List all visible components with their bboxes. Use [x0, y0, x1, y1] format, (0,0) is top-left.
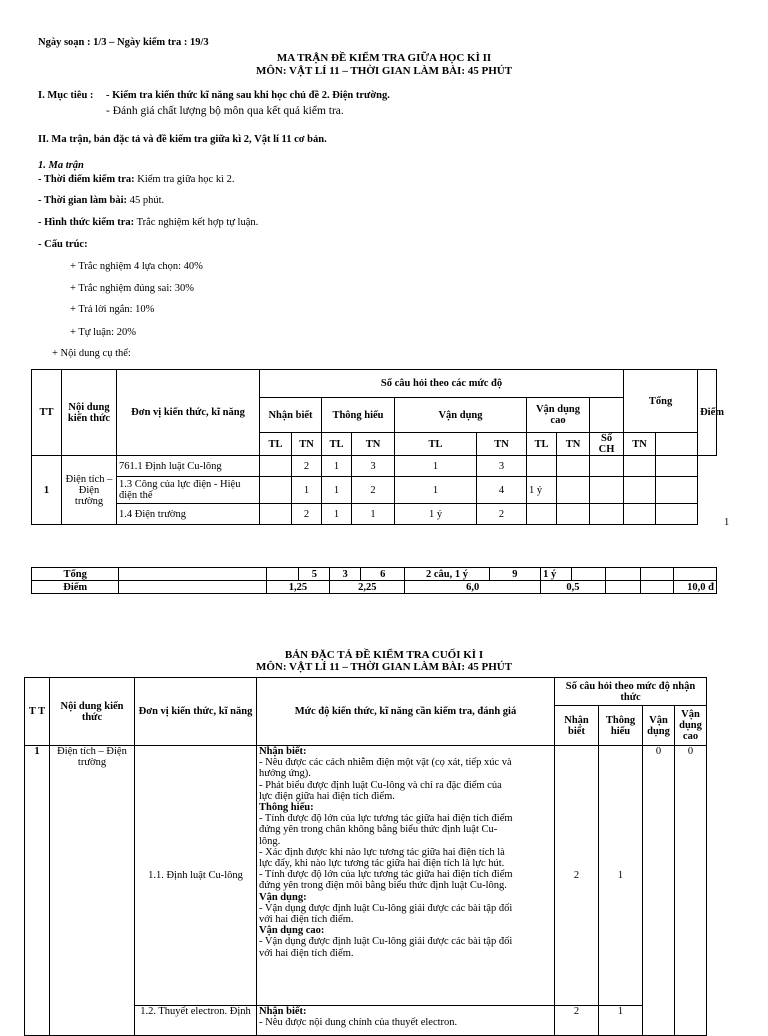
sub-tn: TN: [624, 433, 656, 456]
score-total: 10,0 đ: [673, 581, 716, 594]
cell: [673, 568, 716, 581]
score-vd: 6,0: [405, 581, 541, 594]
page-number: 1: [724, 517, 730, 528]
col-tt: TT: [32, 370, 62, 456]
cell: [640, 581, 673, 594]
structure-item: + Trắc nghiệm đúng sai: 30%: [70, 283, 195, 294]
cell: 1: [352, 504, 395, 525]
cell: [260, 504, 292, 525]
table-row: [32, 456, 717, 477]
skill-line: - Nêu được các cách nhiễm điện một vật (cọ xát, tiếp xúc và: [259, 757, 512, 769]
content-label: + Nội dung cụ thể:: [52, 348, 131, 359]
spec-unit2-th: 1: [599, 1006, 643, 1036]
cell: [605, 581, 640, 594]
table-row: [32, 477, 717, 504]
cell: [266, 568, 299, 581]
row-number: 1: [32, 456, 62, 525]
sub-tl: TL: [395, 433, 477, 456]
spec-table: [24, 677, 707, 1036]
spec-subtitle: MÔN: VẬT LÍ 11 – THỜI GIAN LÀM BÀI: 45 PHÚT: [255, 661, 513, 673]
spec-col-unit: Đơn vị kiến thức, kĩ năng: [135, 678, 257, 746]
structure-label: - Cấu trúc:: [38, 239, 88, 250]
spec-skills-electron: [257, 1006, 555, 1036]
table-row: [32, 504, 717, 525]
cell: 1: [395, 477, 477, 504]
objective-2: - Đánh giá chất lượng bộ môn qua kết quả kiểm tra.: [106, 105, 344, 117]
row-topic: Điện tích – Điện trường: [62, 456, 117, 525]
cell: 1: [322, 477, 352, 504]
sub-tl: TL: [260, 433, 292, 456]
col-understanding: Thông hiểu: [322, 398, 395, 433]
sub-tn: TN: [292, 433, 322, 456]
total-vdc-tl: 1 ý: [541, 568, 572, 581]
cell: [527, 456, 557, 477]
skill-line: - Phát biểu được định luật Cu-lông và chỉ ra đặc điểm của: [259, 779, 502, 791]
cell: [260, 456, 292, 477]
cell: [527, 504, 557, 525]
date-line: Ngày soạn : 1/3 – Ngày kiểm tra : 19/3: [38, 37, 209, 48]
exam-time-line: [38, 174, 235, 185]
cell: 1 ý: [395, 504, 477, 525]
cell: 2: [352, 477, 395, 504]
duration-label: - Thời gian làm bài:: [38, 195, 128, 206]
skill-line: lực điện giữa hai điện tích điểm.: [259, 790, 395, 802]
form-value: Trắc nghiệm kết hợp tự luận.: [134, 217, 259, 228]
spec-col-tt: T T: [25, 678, 50, 746]
spec-row: [25, 746, 707, 1006]
structure-item: + Tự luận: 20%: [70, 327, 136, 338]
skills-list: [259, 746, 552, 959]
cell: [557, 456, 590, 477]
total-vd-tl: 2 câu, 1 ý: [405, 568, 489, 581]
spec-unit1-nb: 2: [555, 746, 599, 1006]
total-nb-tn: 5: [299, 568, 330, 581]
cell: 1 ý: [527, 477, 557, 504]
duration-line: [38, 195, 164, 206]
spec-col-nb: Nhận biết: [555, 706, 599, 746]
spec-col-level: Mức độ kiến thức, kĩ năng cần kiểm tra, đánh giá: [257, 678, 555, 746]
spec-row-vdc: 0: [675, 746, 707, 1036]
spec-row-vd: 0: [643, 746, 675, 1036]
cell: [656, 477, 698, 504]
matrix-table: [31, 369, 724, 525]
col-content: Nội dung kiến thức: [62, 370, 117, 456]
skill-line: với hai điện tích điểm.: [259, 947, 354, 959]
col-total: Tổng: [624, 370, 698, 433]
sub-tn: TN: [477, 433, 527, 456]
skill-line: - Vận dụng được định luật Cu-lông giải được các bài tập đối: [259, 936, 513, 948]
unit-cell: 1.3 Công của lực điện - Hiệu điện thế: [117, 477, 260, 504]
total-row: [32, 568, 717, 581]
spec-col-vdc: Vận dụng cao: [675, 706, 707, 746]
cell: [590, 504, 624, 525]
skill-line: - Vận dụng được định luật Cu-lông giải được các bài tập đối: [259, 902, 513, 914]
spec-unit2-nb: 2: [555, 1006, 599, 1036]
cell: [656, 456, 698, 477]
skill-line: đứng yên trong chân không bằng biểu thức định luật Cu-: [259, 824, 498, 836]
sub-soch: Số CH: [590, 433, 624, 456]
cell: 1: [322, 504, 352, 525]
duration-value: 45 phút.: [127, 195, 165, 206]
sub-tl: TL: [527, 433, 557, 456]
matrix-subtitle: MÔN: VẬT LÍ 11 – THỜI GIAN LÀM BÀI: 45 PHÚT: [255, 65, 513, 77]
score-vdc: 0,5: [541, 581, 606, 594]
col-recognition: Nhận biết: [260, 398, 322, 433]
skill-level-heading: Nhận biết:: [259, 1006, 307, 1017]
spec-unit1-th: 1: [599, 746, 643, 1006]
cell: 2: [292, 456, 322, 477]
unit-cell: 761.1 Định luật Cu-lông: [117, 456, 260, 477]
cell: [119, 581, 266, 594]
col-levels: Số câu hỏi theo các mức độ: [260, 370, 624, 398]
exam-time-label: - Thời điểm kiểm tra:: [38, 174, 135, 185]
total-label: Tổng: [32, 568, 119, 581]
skills-list: [259, 1006, 552, 1028]
cell: 3: [477, 456, 527, 477]
skill-line: - Nêu được nội dung chính của thuyết electron.: [259, 1017, 458, 1029]
score-nb: 1,25: [266, 581, 330, 594]
structure-item: + Trắc nghiệm 4 lựa chọn: 40%: [70, 261, 203, 272]
skill-level-heading: Nhận biết:: [259, 746, 307, 757]
cell: [590, 477, 624, 504]
skill-level-heading: Vận dụng cao:: [259, 925, 325, 937]
spec-skills-coulomb: [257, 746, 555, 1006]
skill-line: với hai điện tích điểm.: [259, 914, 354, 926]
spec-row-topic: Điện tích – Điện trường: [50, 746, 135, 1036]
totals-table: [31, 567, 717, 594]
spec-row-number: 1: [25, 746, 50, 1036]
matrix-heading: 1. Ma trận: [38, 160, 84, 171]
spec-col-count: Số câu hỏi theo mức độ nhận thức: [555, 678, 707, 706]
skill-line: - Tính được độ lớn của lực tương tác giữa hai điện tích điểm: [259, 813, 513, 825]
cell: 4: [477, 477, 527, 504]
cell: [624, 504, 656, 525]
exam-time-value: Kiểm tra giữa học kì 2.: [134, 174, 235, 185]
total-vd-tn: 9: [489, 568, 540, 581]
cell: [656, 504, 698, 525]
unit-cell: 1.4 Điện trường: [117, 504, 260, 525]
skill-line: đứng yên trong điện môi bằng biểu thức định luật Cu-lông.: [259, 880, 507, 892]
sub-tn: TN: [352, 433, 395, 456]
skill-line: lông.: [259, 835, 281, 847]
objectives-label: I. Mục tiêu :: [38, 90, 94, 101]
sub-tn: TN: [557, 433, 590, 456]
spec-col-th: Thông hiểu: [599, 706, 643, 746]
spec-col-vd: Vận dụng: [643, 706, 675, 746]
spec-title: BẢN ĐẶC TẢ ĐỀ KIỂM TRA CUỐI KÌ I: [284, 649, 484, 661]
spec-unit-coulomb: 1.1. Định luật Cu-lông: [135, 746, 257, 1006]
cell: 2: [477, 504, 527, 525]
col-application: Vận dụng: [395, 398, 527, 433]
cell: 1: [322, 456, 352, 477]
cell: 1: [292, 477, 322, 504]
cell: [260, 477, 292, 504]
col-high-application: Vận dụng cao: [527, 398, 590, 433]
skill-line: hưởng ứng).: [259, 768, 311, 780]
skill-line: lực đẩy, khi nào lực tương tác giữa hai điện tích là lực hút.: [259, 858, 505, 870]
score-row: [32, 581, 717, 594]
form-line: [38, 217, 258, 228]
col-unit: Đơn vị kiến thức, kĩ năng: [117, 370, 260, 456]
cell: [640, 568, 673, 581]
section-2-heading: II. Ma trận, bản đặc tả và đề kiểm tra giữa kì 2, Vật lí 11 cơ bản.: [38, 134, 327, 145]
cell: [624, 477, 656, 504]
col-score: Điểm: [698, 370, 717, 456]
cell: 2: [292, 504, 322, 525]
matrix-title: MA TRẬN ĐỀ KIỂM TRA GIỮA HỌC KÌ II: [276, 52, 492, 64]
cell: [590, 456, 624, 477]
structure-item: + Trả lời ngắn: 10%: [70, 304, 155, 315]
cell: 1: [395, 456, 477, 477]
skill-line: - Tính được độ lớn của lực tương tác giữa hai điện tích điểm: [259, 869, 513, 881]
cell: [571, 568, 605, 581]
form-label: - Hình thức kiểm tra:: [38, 217, 135, 228]
cell: [557, 477, 590, 504]
sub-tl: TL: [322, 433, 352, 456]
cell: [557, 504, 590, 525]
skill-line: - Xác định được khi nào lực tương tác giữa hai điện tích là: [259, 846, 505, 858]
cell: 3: [352, 456, 395, 477]
cell: [119, 568, 266, 581]
skill-level-heading: Thông hiểu:: [259, 802, 314, 814]
score-th: 2,25: [330, 581, 405, 594]
score-label: Điểm: [32, 581, 119, 594]
skill-level-heading: Vận dụng:: [259, 891, 307, 903]
spec-col-content: Nội dung kiến thức: [50, 678, 135, 746]
total-th-tl: 3: [330, 568, 361, 581]
spec-unit-electron: 1.2. Thuyết electron. Định: [135, 1006, 257, 1036]
objective-1: - Kiểm tra kiến thức kĩ năng sau khi học chủ đề 2. Điện trường.: [106, 90, 390, 101]
cell: [605, 568, 640, 581]
cell: [624, 456, 656, 477]
total-th-tn: 6: [361, 568, 405, 581]
